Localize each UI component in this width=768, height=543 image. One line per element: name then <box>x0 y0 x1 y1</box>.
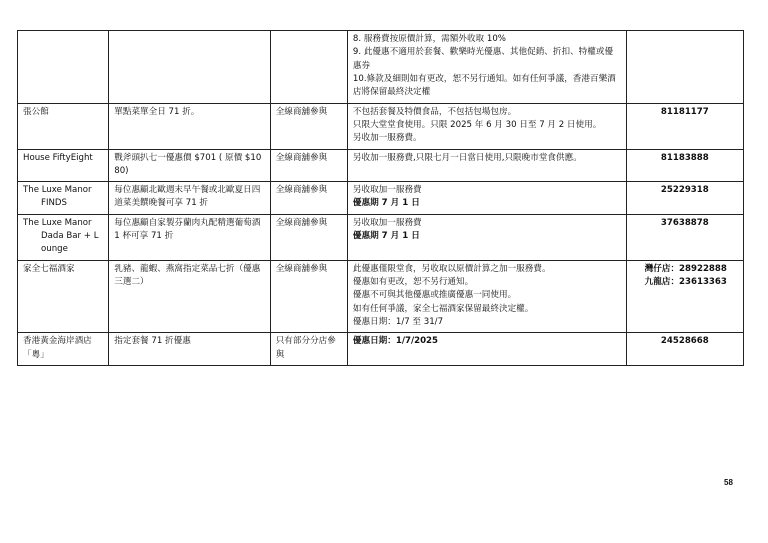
phone-cell: 24528668 <box>626 333 743 366</box>
branches-cell: 全線商舖參與 <box>270 149 347 182</box>
merchant-name-cell: House FiftyEight <box>18 149 109 182</box>
term-line: 優惠如有更改，恕不另行通知。 <box>352 277 474 287</box>
offer-period: 優惠期 7 月 1 日 <box>352 231 420 242</box>
term-line: 此優惠僅限堂食，另收取以原價計算之加一服務費。 <box>352 263 551 274</box>
branches-cell: 只有部分分店參與 <box>270 333 347 366</box>
term-line: 8. 服務費按原價計算，需額外收取 10% <box>352 34 506 44</box>
phone-cell <box>626 31 743 104</box>
table-row <box>18 182 744 215</box>
branches-cell: 全線商舖參與 <box>270 260 347 333</box>
phone-cell: 81181177 <box>626 103 743 149</box>
term-line: 只限大堂堂食使用。只限 2025 年 6 月 30 日至 7 月 2 日使用。 <box>352 119 602 130</box>
term-line: 另收取加一服務費 <box>352 185 422 196</box>
table-row <box>18 214 744 260</box>
merchant-name-cell <box>18 182 109 215</box>
offer-cell: 指定套餐 71 折優惠 <box>109 333 270 366</box>
table-row <box>18 149 744 182</box>
terms-cell <box>347 260 626 333</box>
offer-period: 優惠期 7 月 1 日 <box>352 198 420 209</box>
phone-cell: 81183888 <box>626 149 743 182</box>
term-line: 9. 此優惠不適用於套餐、歡樂時光優惠、其他促銷、折扣、特權或優惠券 <box>352 47 614 71</box>
terms-cell <box>347 149 626 182</box>
merchant-name-line: The Luxe Manor <box>23 217 92 228</box>
branches-cell: 全線商舖參與 <box>270 103 347 149</box>
term-line: 另收取加一服務費 <box>352 217 422 228</box>
branches-cell: 全線商舖參與 <box>270 182 347 215</box>
term-line: 不包括套餐及特價食品，不包括包場包房。 <box>352 106 517 117</box>
merchant-name-line: The Luxe Manor <box>23 185 92 196</box>
term-line: 如有任何爭議，家全七福酒家保留最終決定權。 <box>352 303 534 314</box>
merchant-name-cell: 香港黃金海岸酒店「粵」 <box>18 333 109 366</box>
offer-cell: 乳豬、龍蝦、燕窩指定菜品七折（優惠三選二） <box>109 260 270 333</box>
merchant-subname-line: Dada Bar + Lounge <box>41 231 99 255</box>
offers-table <box>17 30 744 366</box>
merchant-subname-line: FINDS <box>41 198 67 209</box>
terms-cell <box>347 214 626 260</box>
offer-cell <box>109 31 270 104</box>
merchant-name-cell <box>18 31 109 104</box>
terms-cell <box>347 31 626 104</box>
phone-line: 九龍店：23613363 <box>644 277 727 287</box>
phone-cell <box>626 260 743 333</box>
phone-cell: 37638878 <box>626 214 743 260</box>
offer-cell: 戰斧頭扒七一優惠價 $701 ( 原價 $1080) <box>109 149 270 182</box>
terms-cell <box>347 182 626 215</box>
table-row <box>18 260 744 333</box>
offer-cell: 每位惠顧自家製芬蘭肉丸配精選葡萄酒 1 杯可享 71 折 <box>109 214 270 260</box>
merchant-name-cell: 張公館 <box>18 103 109 149</box>
terms-cell <box>347 103 626 149</box>
offer-cell: 每位惠顧北歐週末早午餐或北歐夏日四道菜美饌晚餐可享 71 折 <box>109 182 270 215</box>
branches-cell <box>270 31 347 104</box>
phone-cell: 25229318 <box>626 182 743 215</box>
terms-cell <box>347 333 626 366</box>
page-number: 58 <box>724 478 733 487</box>
phone-line: 灣仔店：28922888 <box>644 263 727 274</box>
table-row <box>18 31 744 104</box>
term-line: 10.條款及細則如有更改，恕不另行通知。如有任何爭議，香港百樂酒店將保留最終決定權 <box>352 73 616 98</box>
offer-cell: 單點菜單全日 71 折。 <box>109 103 270 149</box>
merchant-name-cell: 家全七福酒家 <box>18 260 109 333</box>
branches-cell: 全線商舖參與 <box>270 214 347 260</box>
table-row <box>18 103 744 149</box>
term-line: 另收加一服務費。 <box>352 133 422 144</box>
merchant-name-cell <box>18 214 109 260</box>
term-line: 優惠不可與其他優惠或推廣優惠一同使用。 <box>352 290 517 301</box>
term-line: 優惠日期：1/7 至 31/7 <box>352 316 444 327</box>
term-line: 另收加一服務費,只限七月一日當日使用,只限晚市堂食供應。 <box>352 152 582 163</box>
table-row <box>18 333 744 366</box>
offer-period: 優惠日期：1/7/2025 <box>352 336 439 347</box>
